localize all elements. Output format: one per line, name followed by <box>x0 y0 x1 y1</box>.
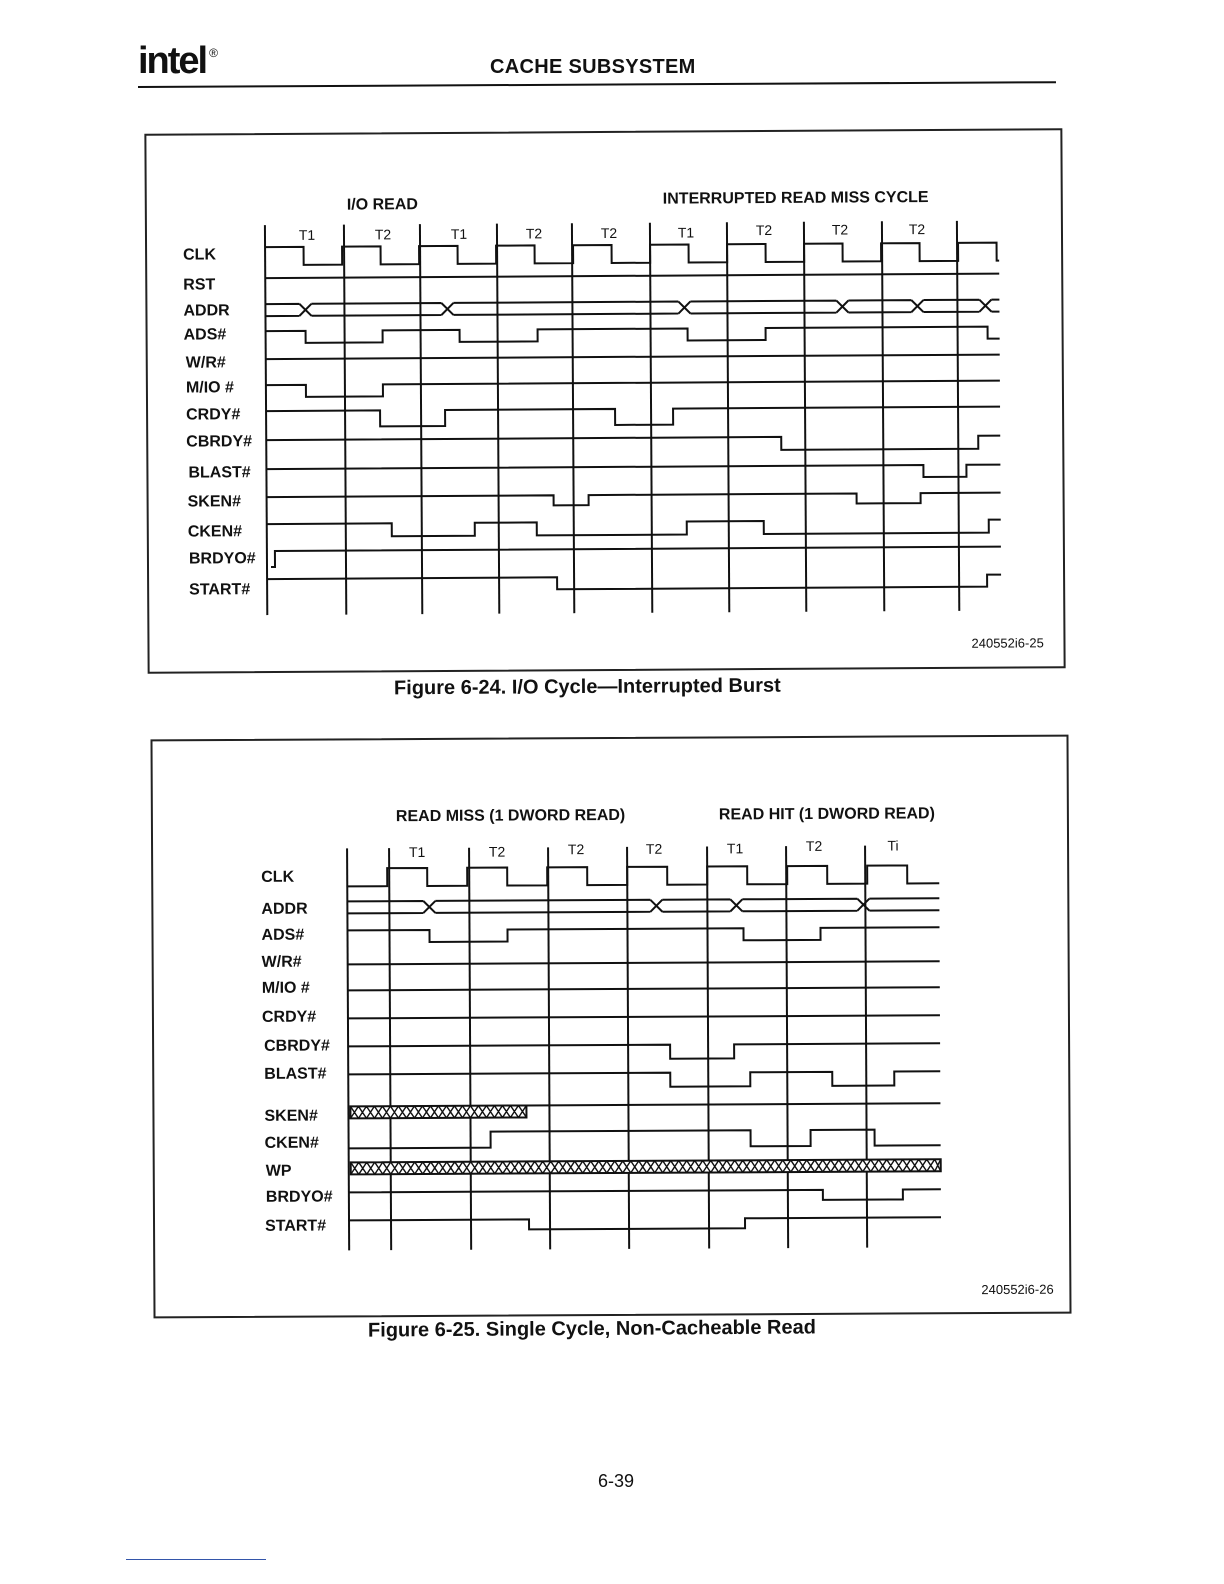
sken-undefined-hatch <box>350 1105 526 1118</box>
signal-label-clk: CLK <box>183 246 217 264</box>
cycle-label: T1 <box>726 840 744 857</box>
wp-undefined-hatch <box>351 1159 941 1174</box>
sken-undefined-hatch-frame <box>350 1105 526 1118</box>
signal-label-rst: RST <box>183 276 216 294</box>
signal-label-blast: BLAST# <box>188 464 251 482</box>
cycle-boundary-line <box>420 224 422 614</box>
addr-bus-segment <box>848 300 923 312</box>
start-waveform <box>349 1217 941 1230</box>
signal-label-wr: W/R# <box>261 953 302 971</box>
figure-id: 240552i6-25 <box>971 635 1044 651</box>
cycle-boundary-line <box>627 847 629 1249</box>
cycle-label: T2 <box>488 843 506 860</box>
section-label-read-miss: READ MISS (1 DWORD READ) <box>395 806 626 826</box>
cycle-boundary-line <box>389 848 391 1250</box>
addr-bus-segment <box>742 899 869 912</box>
signal-label-cken: CKEN# <box>187 523 243 541</box>
start-waveform <box>267 575 1001 591</box>
brdyo-waveform <box>349 1189 941 1202</box>
mio-waveform <box>348 987 940 990</box>
cycle-boundary-line <box>707 846 709 1248</box>
signal-label-sken: SKEN# <box>264 1107 318 1125</box>
signal-label-ads: ADS# <box>183 326 227 344</box>
signal-label-wr: W/R# <box>185 354 226 372</box>
signal-label-wp: WP <box>265 1162 292 1180</box>
signal-label-ads: ADS# <box>261 926 305 944</box>
signal-label-mio: M/IO # <box>261 979 310 997</box>
signal-label-brdyo: BRDYO# <box>265 1188 333 1206</box>
mio-waveform <box>266 381 1000 397</box>
ads-waveform <box>347 927 939 942</box>
addr-bus <box>347 898 939 913</box>
signal-label-addr: ADDR <box>261 900 308 918</box>
signal-label-cken: CKEN# <box>264 1134 319 1152</box>
cycle-boundary-line <box>650 223 652 613</box>
cycle-label: T2 <box>755 221 773 239</box>
signal-label-start: START# <box>264 1217 327 1235</box>
cycle-label: T2 <box>567 841 585 858</box>
timing-diagram-figure-6-24 <box>144 128 1065 674</box>
cken-waveform <box>267 520 1001 537</box>
crdy-waveform <box>348 1015 940 1018</box>
cycle-label: T2 <box>908 221 926 238</box>
addr-bus-segment <box>869 898 939 910</box>
cycle-boundary-line <box>497 224 499 614</box>
signal-label-start: START# <box>189 581 251 599</box>
cycle-label: T1 <box>408 843 426 861</box>
cycle-boundary-line <box>347 848 349 1250</box>
signal-label-blast: BLAST# <box>264 1065 327 1083</box>
figure-id: 240552i6-26 <box>981 1281 1054 1298</box>
addr-bus-segment <box>662 899 742 911</box>
signal-label-clk: CLK <box>261 868 295 886</box>
clk-waveform <box>347 865 939 886</box>
signal-label-brdyo: BRDYO# <box>188 550 256 568</box>
cycle-boundary-line <box>265 225 267 615</box>
signal-label-crdy: CRDY# <box>261 1008 317 1026</box>
clk-waveform <box>265 243 999 265</box>
cycle-boundary-line <box>548 847 550 1249</box>
brdyo-waveform <box>271 547 1001 567</box>
registered-mark: ® <box>209 46 218 60</box>
addr-bus-segment <box>347 901 435 913</box>
sken-waveform <box>526 1103 940 1105</box>
signal-label-sken: SKEN# <box>187 493 242 511</box>
cycle-boundary-line <box>786 846 788 1248</box>
addr-bus-segment <box>690 301 848 314</box>
addr-bus-segment <box>265 304 311 316</box>
logo-text: intel <box>138 40 207 82</box>
cycle-boundary-line <box>804 222 806 612</box>
cycle-label: T2 <box>525 225 543 242</box>
cycle-label: Ti <box>887 837 899 854</box>
signal-label-cbrdy: CBRDY# <box>264 1037 330 1055</box>
figure-caption-6-24: Figure 6-24. I/O Cycle—Interrupted Burst <box>393 674 781 700</box>
crdy-waveform <box>266 407 1000 427</box>
timing-diagram-figure-6-25 <box>150 735 1071 1319</box>
signal-label-addr: ADDR <box>183 302 230 320</box>
page-header-title: CACHE SUBSYSTEM <box>490 56 696 78</box>
addr-bus <box>265 300 999 316</box>
wr-waveform <box>266 355 1000 359</box>
cbrdy-waveform <box>348 1043 940 1060</box>
section-label-io-read: I/O READ <box>346 196 418 214</box>
addr-bus-segment <box>311 303 453 316</box>
cycle-label: T2 <box>600 224 618 242</box>
cycle-label: T2 <box>831 221 849 238</box>
figure-caption-6-25: Figure 6-25. Single Cycle, Non-Cacheable Read <box>367 1316 816 1342</box>
signal-label-cbrdy: CBRDY# <box>186 433 253 451</box>
cycle-boundary-line <box>727 222 729 612</box>
ads-waveform <box>266 327 1000 343</box>
section-label-interrupted-read-miss: INTERRUPTED READ MISS CYCLE <box>662 189 929 208</box>
cken-waveform <box>349 1129 941 1148</box>
cycle-label: T2 <box>645 840 663 857</box>
footer-rule <box>126 1559 266 1560</box>
section-label-read-hit: READ HIT (1 DWORD READ) <box>718 805 935 824</box>
cycle-label: T1 <box>677 224 695 241</box>
sken-waveform <box>267 493 1001 507</box>
cycle-label: T1 <box>298 226 316 243</box>
cycle-boundary-line <box>957 221 959 611</box>
page-number: 6-39 <box>598 1471 635 1491</box>
cycle-label: T1 <box>450 225 468 242</box>
cycle-boundary-line <box>882 221 884 611</box>
wr-waveform <box>348 961 940 964</box>
cycle-label: T2 <box>374 226 392 243</box>
intel-logo <box>138 40 218 83</box>
cycle-boundary-line <box>344 225 346 615</box>
cycle-boundary-line <box>469 848 471 1250</box>
header-rule <box>138 81 1056 88</box>
signal-label-crdy: CRDY# <box>186 406 241 424</box>
blast-waveform <box>266 465 1000 481</box>
signal-label-mio: M/IO # <box>185 379 234 397</box>
rst-waveform <box>265 274 999 278</box>
cycle-label: T2 <box>805 837 823 854</box>
timing-diagram-1-waveforms <box>146 130 1063 672</box>
blast-waveform <box>348 1071 940 1088</box>
cbrdy-waveform <box>266 436 1000 453</box>
cycle-boundary-line <box>572 223 574 613</box>
addr-bus-segment <box>991 300 999 312</box>
